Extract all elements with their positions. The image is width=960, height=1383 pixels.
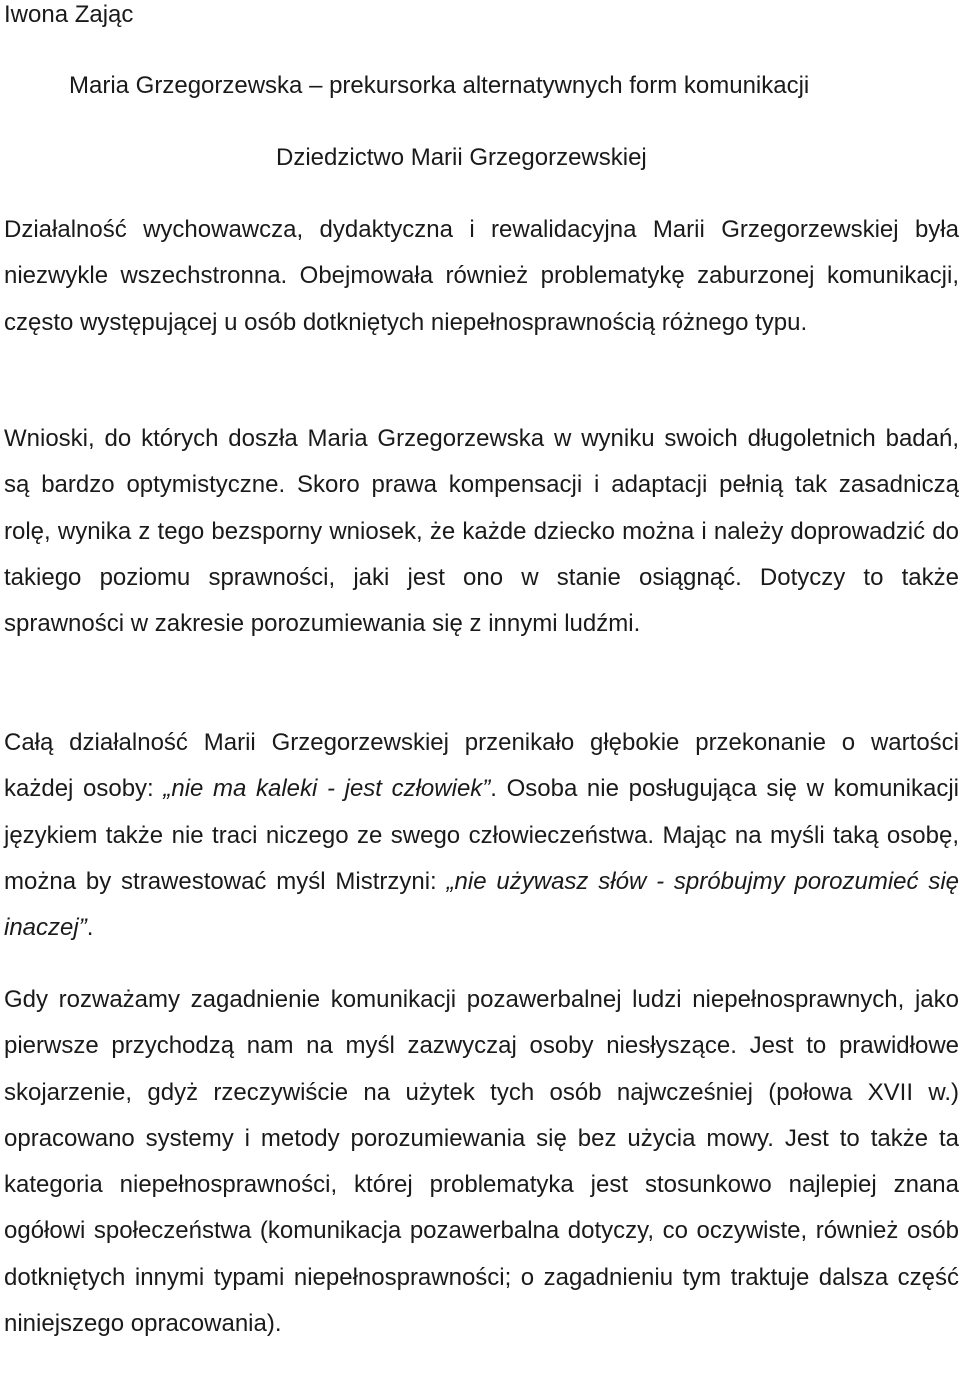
section-subtitle: Dziedzictwo Marii Grzegorzewskiej bbox=[276, 144, 647, 171]
paragraph-3-text-1: Całą działalność Marii Grzegorzewskiej przenikało głębokie przekonanie o wartości każdej osoby: bbox=[4, 729, 959, 803]
author-name: Iwona Zając bbox=[4, 1, 134, 28]
quote-nie-ma-kaleki: „nie ma kaleki - jest człowiek” bbox=[163, 775, 491, 803]
paragraph-2: Wnioski, do których doszła Maria Grzegorzewska w wyniku swoich długoletnich badań, są bardzo optymistyczne. Skoro prawa kompensacji i adaptacji pełnią tak zasadniczą rolę, wynika z tego bezsporny wniosek, że każde dziecko można i należy doprowadzić do takiego poziomu sprawności, jaki jest ono w stanie osiągnąć. Dotyczy to także sprawności w zakresie porozumiewania się z innymi ludźmi. bbox=[4, 425, 959, 638]
paragraph-3-text-3: . bbox=[86, 914, 94, 942]
paragraph-4: Gdy rozważamy zagadnienie komunikacji pozawerbalnej ludzi niepełnosprawnych, jako pierwsze przychodzą nam na myśl zazwyczaj osoby niesłyszące. Jest to prawidłowe skojarzenie, gdyż rzeczywiście na użytek tych osób najwcześniej (połowa XVII w.) opracowano systemy i metody porozumiewania się bez użycia mowy. Jest to także ta kategoria niepełnosprawności, której problematyka jest stosunkowo najlepiej znana ogółowi społeczeństwa (komunikacja pozawerbalna dotyczy, co oczywiste, również osób dotkniętych innymi typami niepełnosprawności; o zagadnieniu tym traktuje dalsza część niniejszego opracowania). bbox=[4, 986, 959, 1338]
quote-nie-uzywasz-slow: „nie używasz słów - spróbujmy porozumieć się inaczej” bbox=[4, 867, 960, 942]
paragraph-3-text-2: . Osoba nie posługująca się w komunikacji językiem także nie traci niczego ze swego człowieczeństwa. Mając na myśli taką osobę, można by strawestować myśl Mistrzyni: bbox=[4, 775, 959, 895]
paragraph-1: Działalność wychowawcza, dydaktyczna i rewalidacyjna Marii Grzegorzewskiej była niezwykle wszechstronna. Obejmowała również problematykę zaburzonej komunikacji, często występującej u osób dotkniętych niepełnosprawnością różnego typu. bbox=[4, 216, 959, 336]
document-title: Maria Grzegorzewska – prekursorka alternatywnych form komunikacji bbox=[69, 72, 810, 99]
paragraph-3 bbox=[4, 720, 959, 951]
